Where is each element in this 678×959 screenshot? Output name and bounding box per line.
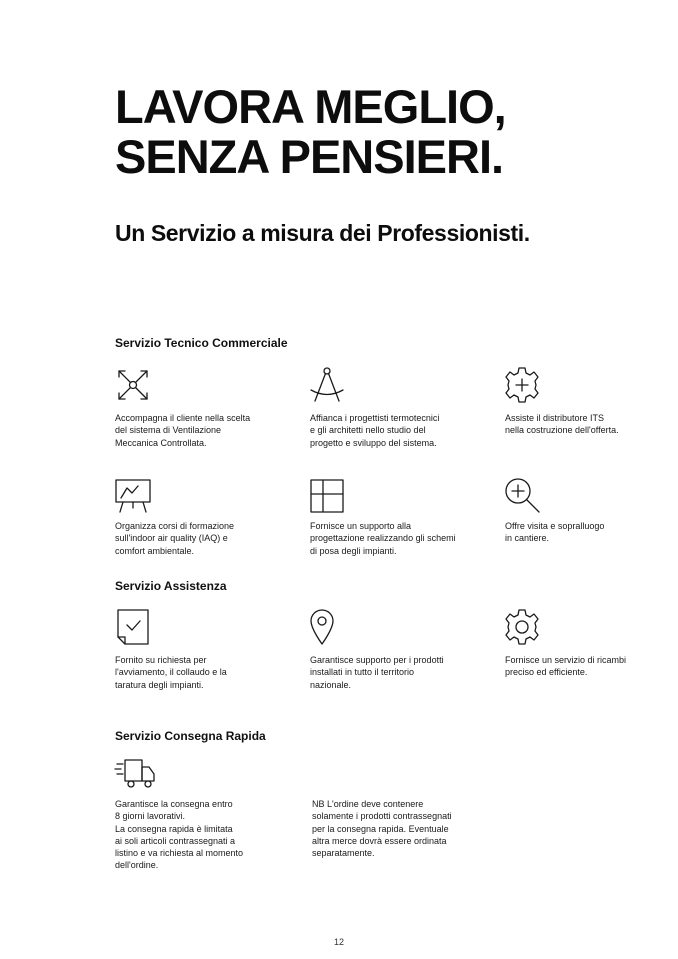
page-number: 12 — [333, 937, 344, 947]
drafting-compass-icon — [307, 365, 347, 405]
page-subheadline: Un Servizio a misura dei Professionisti. — [115, 220, 530, 246]
section-title-assistenza: Servizio Assistenza — [115, 579, 227, 593]
service-description: Fornisce un supporto alla progettazione realizzando gli schemi di posa degli impianti. — [310, 521, 456, 556]
gear-plus-icon — [502, 365, 542, 405]
service-description: Fornito su richiesta per l'avviamento, il collaudo e la taratura degli impianti. — [115, 655, 227, 690]
delivery-note: NB L'ordine deve contenere solamente i prodotti contrassegnati per la consegna rapida. Eventuale altra merce dovrà essere ordinata separatamente. — [312, 799, 452, 859]
headline-line-2: SENZA PENSIERI. — [115, 130, 504, 183]
headline-line-1: LAVORA MEGLIO, — [115, 80, 506, 133]
service-description: Offre visita e sopralluogo in cantiere. — [505, 521, 605, 544]
service-description: Garantisce la consegna entro 8 giorni lavorativi. La consegna rapida è limitata ai soli articoli contrassegnati a listino e va richiesta al momento dell'ordine. — [115, 799, 244, 871]
service-description: Accompagna il cliente nella scelta del sistema di Ventilazione Meccanica Controllata. — [115, 413, 251, 448]
service-description: Fornisce un servizio di ricambi preciso ed efficiente. — [505, 655, 627, 678]
service-description: Garantisce supporto per i prodotti installati in tutto il territorio nazionale. — [310, 655, 444, 690]
service-description: Affianca i progettisti termotecnici e gli architetti nello studio del progetto e sviluppo del sistema. — [310, 413, 440, 448]
gear-icon — [502, 607, 542, 647]
section-title-tecnico-commerciale: Servizio Tecnico Commerciale — [115, 336, 288, 350]
floor-plan-icon — [307, 476, 347, 516]
expand-arrows-icon — [113, 365, 153, 405]
service-description: Assiste il distributore ITS nella costruzione dell'offerta. — [505, 413, 619, 436]
page-headline — [115, 82, 635, 182]
presentation-board-icon — [113, 476, 153, 516]
magnifier-plus-icon — [502, 476, 542, 516]
document-check-icon — [113, 607, 153, 647]
location-pin-icon — [307, 607, 347, 647]
section-title-consegna-rapida: Servizio Consegna Rapida — [115, 729, 266, 743]
delivery-truck-icon — [115, 754, 155, 794]
service-description: Organizza corsi di formazione sull'indoor air quality (IAQ) e comfort ambientale. — [115, 521, 235, 556]
